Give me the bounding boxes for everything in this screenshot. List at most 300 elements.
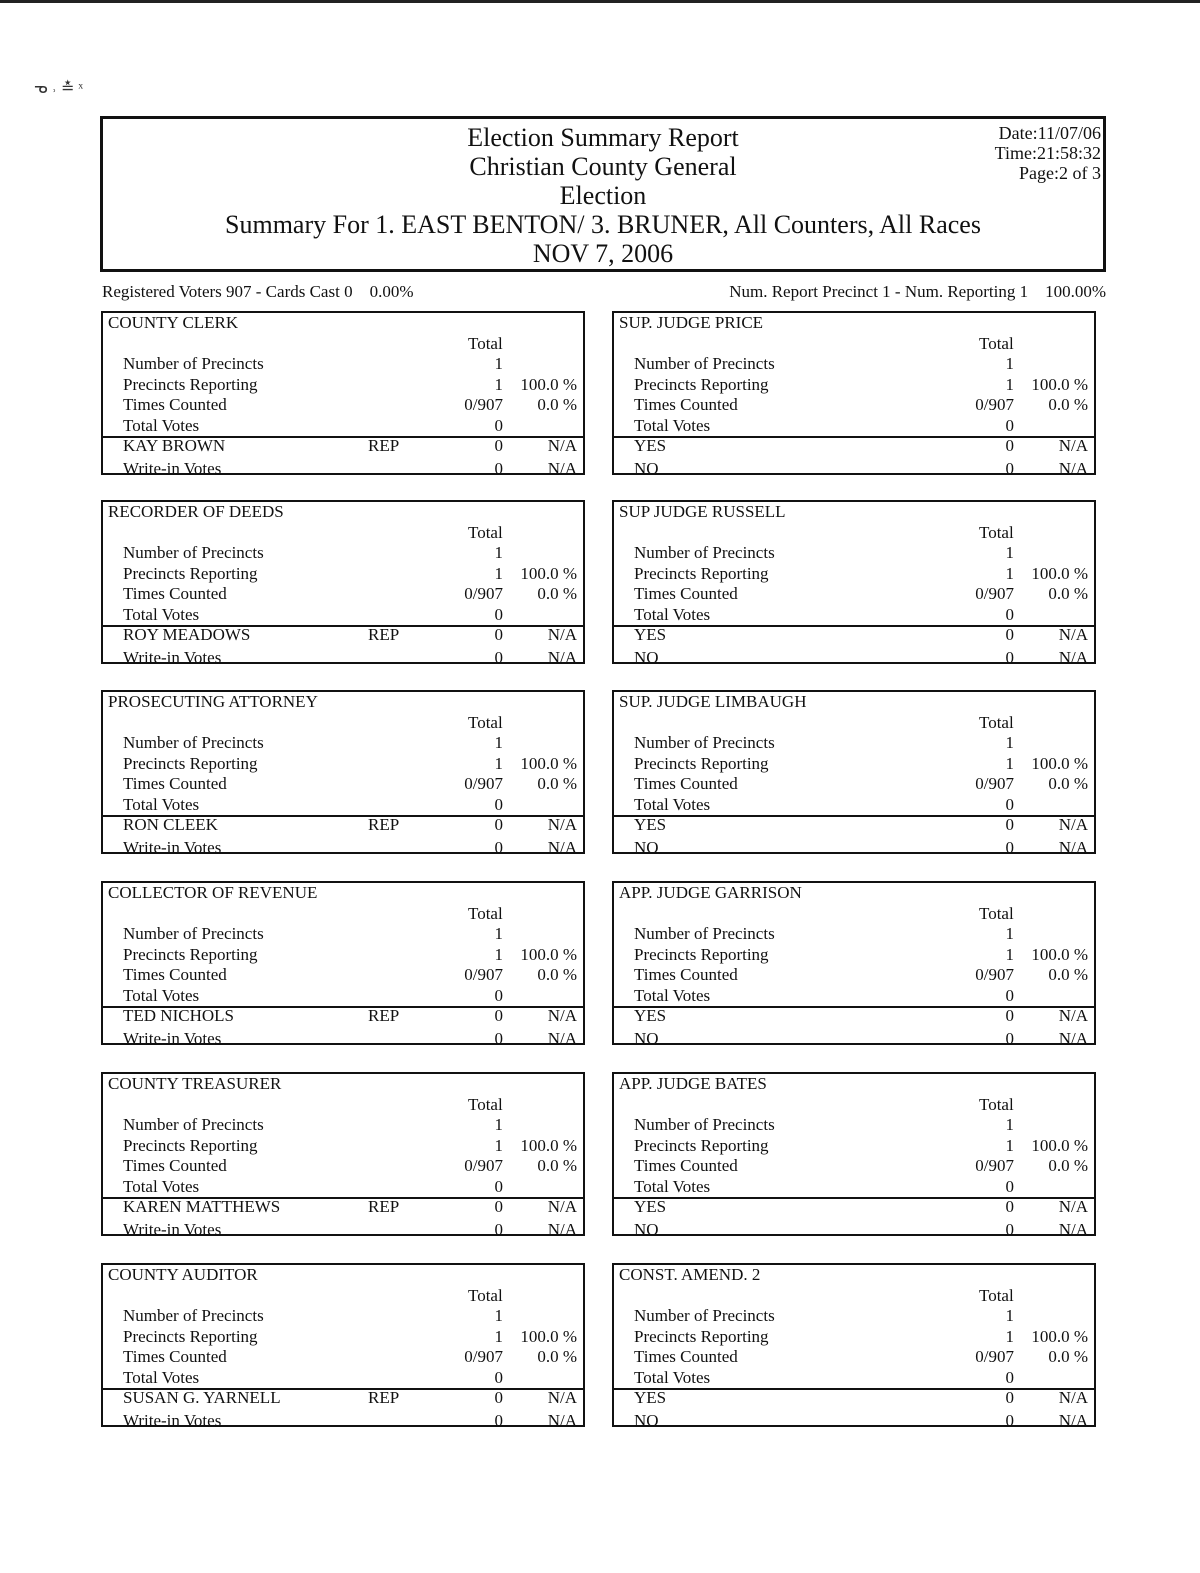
candidate-row	[614, 648, 1094, 669]
row-total: 1	[1005, 924, 1014, 943]
row-label: Times Counted	[634, 395, 738, 414]
times-counted-row	[103, 584, 583, 605]
row-total: 0/907	[464, 774, 503, 793]
row-percent: 0.0 %	[1048, 1156, 1088, 1175]
candidate-name: Write-in Votes	[123, 458, 222, 478]
times-counted-row	[103, 774, 583, 795]
row-total: 1	[1005, 563, 1014, 583]
row-total: 0/907	[975, 1156, 1014, 1175]
total-column-header: Total	[979, 1095, 1014, 1114]
row-total: 0/907	[975, 395, 1014, 414]
row-percent: 100.0 %	[520, 753, 577, 773]
times-counted-row	[614, 1347, 1094, 1368]
row-percent: 0.0 %	[1048, 774, 1088, 793]
row-percent: 0.0 %	[1048, 395, 1088, 414]
row-label: Times Counted	[123, 774, 227, 793]
candidate-row	[103, 1220, 583, 1241]
race-title: APP. JUDGE BATES	[619, 1074, 767, 1093]
candidate-row	[614, 436, 1094, 459]
total-column-header: Total	[468, 904, 503, 923]
candidate-votes: 0	[494, 1388, 503, 1407]
row-label: Total Votes	[123, 415, 200, 435]
times-counted-row	[614, 584, 1094, 605]
race-title: COUNTY AUDITOR	[108, 1265, 258, 1284]
race-box	[612, 881, 1096, 1048]
row-total: 0/907	[464, 395, 503, 414]
top-scan-rule	[0, 0, 1200, 3]
candidate-name: NO	[634, 458, 659, 478]
row-label: Precincts Reporting	[123, 944, 258, 964]
total-column-header: Total	[979, 1286, 1014, 1305]
candidate-percent: N/A	[547, 436, 577, 455]
row-percent: 100.0 %	[520, 944, 577, 964]
report-time: Time:21:58:32	[994, 143, 1101, 163]
candidate-votes: 0	[1005, 1410, 1014, 1430]
candidate-name: Write-in Votes	[123, 647, 222, 667]
candidate-row	[614, 838, 1094, 859]
precincts-reporting-row	[103, 564, 583, 585]
candidate-votes: 0	[1005, 458, 1014, 478]
total-votes-row	[103, 1177, 583, 1198]
row-label: Total Votes	[123, 985, 200, 1005]
candidate-row	[614, 625, 1094, 648]
candidate-party: REP	[368, 625, 400, 644]
candidate-row	[614, 1388, 1094, 1411]
candidate-row	[614, 1411, 1094, 1432]
candidate-row	[614, 459, 1094, 480]
candidate-votes: 0	[494, 647, 503, 667]
row-label: Total Votes	[634, 1367, 711, 1387]
number-of-precincts-row	[614, 543, 1094, 564]
candidate-percent: N/A	[1058, 436, 1088, 455]
total-votes-row	[103, 416, 583, 437]
total-column-header: Total	[979, 904, 1014, 923]
candidate-party: REP	[368, 815, 400, 834]
row-total: 0	[494, 1367, 503, 1387]
precincts-reporting-row	[614, 1327, 1094, 1348]
candidate-row	[103, 1197, 583, 1220]
row-label: Times Counted	[634, 1156, 738, 1175]
total-votes-row	[103, 1368, 583, 1389]
candidate-percent: N/A	[547, 625, 577, 644]
candidate-percent: N/A	[1058, 815, 1088, 834]
candidate-row	[614, 1006, 1094, 1029]
candidate-name: Write-in Votes	[123, 1028, 222, 1048]
race-title: CONST. AMEND. 2	[619, 1265, 761, 1284]
candidate-votes: 0	[494, 837, 503, 857]
row-total: 1	[494, 1306, 503, 1325]
total-column-header: Total	[468, 523, 503, 542]
row-label: Precincts Reporting	[123, 1326, 258, 1346]
candidate-votes: 0	[1005, 815, 1014, 834]
row-total: 1	[1005, 354, 1014, 373]
row-label: Times Counted	[123, 584, 227, 603]
row-total: 1	[494, 753, 503, 773]
times-counted-row	[103, 1347, 583, 1368]
candidate-row	[103, 648, 583, 669]
row-percent: 0.0 %	[1048, 965, 1088, 984]
row-total: 1	[494, 354, 503, 373]
candidate-name: ROY MEADOWS	[123, 625, 251, 644]
row-total: 0	[494, 985, 503, 1005]
race-box	[612, 1263, 1096, 1430]
row-total: 1	[494, 1326, 503, 1346]
candidate-votes: 0	[494, 815, 503, 834]
row-total: 1	[1005, 1135, 1014, 1155]
candidate-percent: N/A	[547, 815, 577, 834]
row-total: 0	[494, 794, 503, 814]
row-label: Precincts Reporting	[634, 944, 769, 964]
candidate-votes: 0	[494, 1006, 503, 1025]
candidate-name: YES	[634, 625, 667, 644]
total-column-header: Total	[979, 523, 1014, 542]
row-label: Total Votes	[634, 985, 711, 1005]
total-votes-row	[103, 605, 583, 626]
report-date: Date:11/07/06	[998, 123, 1101, 143]
candidate-name: NO	[634, 647, 659, 667]
row-total: 1	[494, 733, 503, 752]
total-votes-row	[614, 1368, 1094, 1389]
total-column-header: Total	[979, 713, 1014, 732]
race-box	[612, 1072, 1096, 1239]
row-total: 0	[494, 415, 503, 435]
row-label: Precincts Reporting	[123, 563, 258, 583]
race-title: COUNTY TREASURER	[108, 1074, 282, 1093]
row-label: Total Votes	[634, 1176, 711, 1196]
race-title: COUNTY CLERK	[108, 313, 239, 332]
candidate-party: REP	[368, 1197, 400, 1216]
title-line-5: NOV 7, 2006	[532, 239, 674, 268]
precincts-reporting-row	[103, 754, 583, 775]
times-counted-row	[614, 395, 1094, 416]
row-total: 1	[1005, 1326, 1014, 1346]
times-counted-row	[614, 965, 1094, 986]
candidate-percent: N/A	[1058, 1006, 1088, 1025]
row-label: Times Counted	[634, 584, 738, 603]
candidate-votes: 0	[494, 1219, 503, 1239]
row-label: Times Counted	[123, 1347, 227, 1366]
candidate-row	[103, 1006, 583, 1029]
title-line-1: Election Summary Report	[467, 123, 739, 152]
row-total: 1	[1005, 944, 1014, 964]
number-of-precincts-row	[614, 924, 1094, 945]
registered-voters-summary: Registered Voters 907 - Cards Cast 0 0.00%	[102, 282, 414, 301]
row-label: Number of Precincts	[123, 1306, 264, 1325]
row-label: Total Votes	[123, 1176, 200, 1196]
row-percent: 100.0 %	[520, 1326, 577, 1346]
race-title: SUP. JUDGE PRICE	[619, 313, 764, 332]
candidate-percent: N/A	[1058, 1219, 1088, 1239]
race-title: RECORDER OF DEEDS	[108, 502, 284, 521]
title-line-3: Election	[559, 181, 647, 210]
row-label: Number of Precincts	[123, 354, 264, 373]
row-percent: 0.0 %	[537, 1156, 577, 1175]
race-box	[101, 500, 585, 667]
row-total: 0	[1005, 1176, 1014, 1196]
race-title: PROSECUTING ATTORNEY	[108, 692, 318, 711]
times-counted-row	[614, 774, 1094, 795]
race-box	[101, 881, 585, 1048]
row-total: 0/907	[464, 965, 503, 984]
candidate-votes: 0	[1005, 1197, 1014, 1216]
candidate-name: KAREN MATTHEWS	[123, 1197, 281, 1216]
number-of-precincts-row	[103, 354, 583, 375]
candidate-percent: N/A	[547, 647, 577, 667]
precinct-reporting-summary: Num. Report Precinct 1 - Num. Reporting 1 100.00%	[729, 282, 1106, 301]
row-label: Precincts Reporting	[634, 374, 769, 394]
race-box	[101, 690, 585, 857]
candidate-percent: N/A	[1058, 647, 1088, 667]
candidate-name: TED NICHOLS	[123, 1006, 234, 1025]
number-of-precincts-row	[103, 733, 583, 754]
row-total: 1	[494, 924, 503, 943]
candidate-row	[103, 625, 583, 648]
row-total: 1	[1005, 1115, 1014, 1134]
candidate-votes: 0	[1005, 1006, 1014, 1025]
row-label: Number of Precincts	[634, 543, 775, 562]
row-label: Times Counted	[123, 965, 227, 984]
row-total: 0/907	[975, 584, 1014, 603]
precincts-reporting-row	[103, 1327, 583, 1348]
precincts-reporting-row	[614, 945, 1094, 966]
row-total: 1	[1005, 733, 1014, 752]
candidate-name: NO	[634, 837, 659, 857]
candidate-percent: N/A	[547, 1410, 577, 1430]
row-percent: 100.0 %	[1031, 563, 1088, 583]
row-label: Times Counted	[123, 395, 227, 414]
candidate-row	[103, 1411, 583, 1432]
row-label: Number of Precincts	[634, 733, 775, 752]
candidate-votes: 0	[1005, 1388, 1014, 1407]
row-label: Total Votes	[123, 794, 200, 814]
title-line-4: Summary For 1. EAST BENTON/ 3. BRUNER, All Counters, All Races	[225, 210, 981, 239]
candidate-party: REP	[368, 1388, 400, 1407]
candidate-row	[103, 1029, 583, 1050]
row-label: Number of Precincts	[123, 543, 264, 562]
candidate-votes: 0	[494, 1028, 503, 1048]
row-label: Total Votes	[634, 415, 711, 435]
row-percent: 100.0 %	[520, 374, 577, 394]
row-percent: 0.0 %	[537, 584, 577, 603]
total-column-header: Total	[468, 1286, 503, 1305]
row-label: Number of Precincts	[123, 1115, 264, 1134]
row-total: 0	[494, 1176, 503, 1196]
candidate-name: SUSAN G. YARNELL	[123, 1388, 281, 1407]
total-column-header: Total	[468, 713, 503, 732]
candidate-name: RON CLEEK	[123, 815, 218, 834]
row-total: 1	[494, 1135, 503, 1155]
candidate-name: Write-in Votes	[123, 837, 222, 857]
candidate-percent: N/A	[547, 1006, 577, 1025]
row-total: 1	[1005, 1306, 1014, 1325]
precincts-reporting-row	[614, 1136, 1094, 1157]
candidate-percent: N/A	[547, 458, 577, 478]
row-label: Number of Precincts	[634, 354, 775, 373]
candidate-name: YES	[634, 436, 667, 455]
candidate-votes: 0	[1005, 647, 1014, 667]
candidate-percent: N/A	[1058, 625, 1088, 644]
row-percent: 0.0 %	[537, 774, 577, 793]
candidate-row	[103, 1388, 583, 1411]
row-label: Precincts Reporting	[634, 1326, 769, 1346]
number-of-precincts-row	[103, 1306, 583, 1327]
row-label: Total Votes	[123, 604, 200, 624]
row-percent: 100.0 %	[1031, 1135, 1088, 1155]
margin-scribble: ᓀ ˒ ≛ ˣ	[34, 80, 83, 97]
candidate-name: YES	[634, 815, 667, 834]
candidate-row	[103, 838, 583, 859]
candidate-row	[103, 459, 583, 480]
row-percent: 100.0 %	[1031, 944, 1088, 964]
report-header	[100, 116, 1106, 272]
candidate-name: NO	[634, 1410, 659, 1430]
row-total: 1	[494, 944, 503, 964]
number-of-precincts-row	[614, 354, 1094, 375]
candidate-name: NO	[634, 1219, 659, 1239]
total-votes-row	[614, 605, 1094, 626]
candidate-name: Write-in Votes	[123, 1410, 222, 1430]
report-meta	[995, 123, 1101, 183]
candidate-percent: N/A	[1058, 1028, 1088, 1048]
row-label: Precincts Reporting	[634, 563, 769, 583]
total-votes-row	[614, 986, 1094, 1007]
row-total: 0/907	[975, 1347, 1014, 1366]
number-of-precincts-row	[614, 1115, 1094, 1136]
candidate-party: REP	[368, 1006, 400, 1025]
candidate-votes: 0	[1005, 436, 1014, 455]
row-label: Number of Precincts	[123, 733, 264, 752]
number-of-precincts-row	[103, 543, 583, 564]
row-total: 0/907	[975, 965, 1014, 984]
number-of-precincts-row	[614, 1306, 1094, 1327]
row-total: 0	[494, 604, 503, 624]
row-label: Times Counted	[634, 965, 738, 984]
row-label: Total Votes	[634, 794, 711, 814]
race-box	[101, 1072, 585, 1239]
row-percent: 0.0 %	[537, 965, 577, 984]
candidate-votes: 0	[1005, 1219, 1014, 1239]
candidate-row	[103, 436, 583, 459]
row-label: Times Counted	[634, 1347, 738, 1366]
candidate-percent: N/A	[547, 1388, 577, 1407]
row-percent: 100.0 %	[520, 1135, 577, 1155]
row-label: Number of Precincts	[123, 924, 264, 943]
row-total: 0/907	[464, 1156, 503, 1175]
candidate-percent: N/A	[547, 1028, 577, 1048]
candidate-percent: N/A	[1058, 1388, 1088, 1407]
race-box	[612, 311, 1096, 478]
candidate-votes: 0	[494, 625, 503, 644]
row-percent: 100.0 %	[1031, 753, 1088, 773]
race-box	[101, 311, 585, 478]
row-label: Times Counted	[634, 774, 738, 793]
candidate-name: YES	[634, 1388, 667, 1407]
candidate-percent: N/A	[1058, 1197, 1088, 1216]
report-title	[103, 123, 1103, 268]
precincts-reporting-row	[614, 375, 1094, 396]
candidate-votes: 0	[1005, 625, 1014, 644]
row-total: 0	[1005, 604, 1014, 624]
row-total: 1	[494, 563, 503, 583]
row-total: 0	[1005, 985, 1014, 1005]
candidate-percent: N/A	[547, 837, 577, 857]
candidate-row	[614, 815, 1094, 838]
times-counted-row	[103, 1156, 583, 1177]
candidate-name: NO	[634, 1028, 659, 1048]
row-label: Total Votes	[123, 1367, 200, 1387]
race-box	[612, 500, 1096, 667]
row-percent: 0.0 %	[537, 1347, 577, 1366]
race-title: SUP JUDGE RUSSELL	[619, 502, 786, 521]
race-title: APP. JUDGE GARRISON	[619, 883, 802, 902]
row-percent: 0.0 %	[1048, 584, 1088, 603]
row-total: 1	[1005, 374, 1014, 394]
row-percent: 0.0 %	[537, 395, 577, 414]
total-votes-row	[614, 416, 1094, 437]
candidate-row	[614, 1197, 1094, 1220]
row-total: 0	[1005, 415, 1014, 435]
candidate-row	[614, 1220, 1094, 1241]
row-label: Precincts Reporting	[123, 753, 258, 773]
candidate-percent: N/A	[1058, 1410, 1088, 1430]
number-of-precincts-row	[103, 1115, 583, 1136]
row-total: 1	[494, 1115, 503, 1134]
row-label: Precincts Reporting	[634, 1135, 769, 1155]
row-label: Number of Precincts	[634, 1115, 775, 1134]
row-total: 0/907	[464, 584, 503, 603]
row-total: 1	[494, 543, 503, 562]
report-page: Page:2 of 3	[1019, 163, 1101, 183]
row-label: Precincts Reporting	[123, 1135, 258, 1155]
race-box	[101, 1263, 585, 1430]
row-percent: 100.0 %	[1031, 1326, 1088, 1346]
title-line-2: Christian County General	[469, 152, 737, 181]
total-column-header: Total	[468, 1095, 503, 1114]
race-title: COLLECTOR OF REVENUE	[108, 883, 318, 902]
candidate-party: REP	[368, 436, 400, 455]
candidate-votes: 0	[494, 458, 503, 478]
row-label: Precincts Reporting	[634, 753, 769, 773]
row-label: Times Counted	[123, 1156, 227, 1175]
total-votes-row	[103, 986, 583, 1007]
total-votes-row	[103, 795, 583, 816]
row-total: 1	[1005, 753, 1014, 773]
row-total: 1	[494, 374, 503, 394]
precincts-reporting-row	[614, 754, 1094, 775]
candidate-votes: 0	[1005, 837, 1014, 857]
total-column-header: Total	[979, 334, 1014, 353]
row-total: 0	[1005, 1367, 1014, 1387]
number-of-precincts-row	[103, 924, 583, 945]
candidate-votes: 0	[494, 436, 503, 455]
race-box	[612, 690, 1096, 857]
candidate-percent: N/A	[1058, 837, 1088, 857]
candidate-name: Write-in Votes	[123, 1219, 222, 1239]
number-of-precincts-row	[614, 733, 1094, 754]
candidate-percent: N/A	[547, 1219, 577, 1239]
times-counted-row	[103, 395, 583, 416]
row-total: 1	[1005, 543, 1014, 562]
precincts-reporting-row	[103, 375, 583, 396]
total-column-header: Total	[468, 334, 503, 353]
candidate-percent: N/A	[547, 1197, 577, 1216]
candidate-name: KAY BROWN	[123, 436, 226, 455]
row-label: Number of Precincts	[634, 924, 775, 943]
total-votes-row	[614, 795, 1094, 816]
row-label: Precincts Reporting	[123, 374, 258, 394]
row-percent: 100.0 %	[520, 563, 577, 583]
candidate-row	[103, 815, 583, 838]
